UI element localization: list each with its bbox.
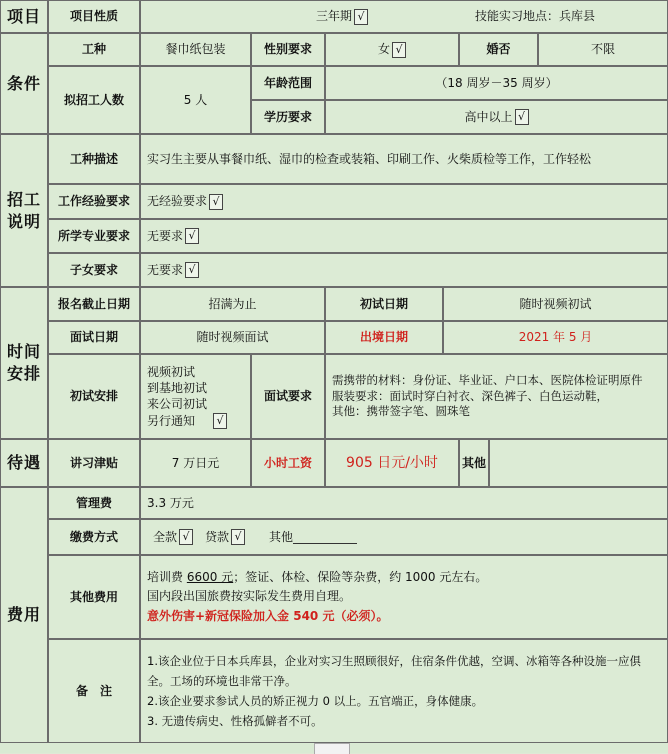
marriage-label: 婚否 <box>459 33 538 66</box>
check-icon: √ <box>185 228 199 244</box>
check-icon: √ <box>209 194 223 210</box>
section-project: 项目 <box>0 0 48 33</box>
notes-value <box>140 639 668 743</box>
project-nature-value <box>140 0 668 33</box>
marriage-value: 不限 <box>538 33 668 66</box>
training-fee-label: 培训费 <box>147 570 184 585</box>
note-line: 全。工场的环境也非常干净。 <box>147 673 297 688</box>
section-fees: 费用 <box>0 487 48 743</box>
job-type-label: 工种 <box>48 33 140 66</box>
check-icon: √ <box>231 529 245 545</box>
treatment-other-value <box>489 439 668 487</box>
section-treatment: 待遇 <box>0 439 48 487</box>
allowance-value: 7 万日元 <box>140 439 251 487</box>
page-tab[interactable] <box>314 743 350 754</box>
headcount-label: 拟招工人数 <box>48 66 140 134</box>
requirement-line: 服装要求：面试时穿白衬衣、深色裤子、白色运动鞋， <box>332 388 608 403</box>
section-recruitment-text: 招工说明 <box>7 189 42 231</box>
note-line: 1.该企业位于日本兵库县，企业对实习生照顾很好，住宿条件优越，空调、冰箱等各种设施一应俱 <box>147 653 641 668</box>
experience-text: 无经验要求 <box>147 194 208 209</box>
pay-full: 全款 <box>153 529 178 544</box>
treatment-other-label: 其他 <box>459 439 489 487</box>
age-value: （18 周岁－35 周岁） <box>325 66 668 100</box>
arrangement-options <box>140 354 251 439</box>
management-fee-label: 管理费 <box>48 487 140 519</box>
children-label: 子女要求 <box>48 253 140 287</box>
arrangement-option: 视频初试 <box>147 364 196 379</box>
other-fees-label: 其他费用 <box>48 555 140 639</box>
requirement-line: 其他：携带签字笔、圆珠笔 <box>332 404 470 419</box>
check-icon: √ <box>354 9 368 25</box>
education-value <box>325 100 668 134</box>
children-value <box>140 253 668 287</box>
deadline-value: 招满为止 <box>140 287 325 321</box>
section-schedule-text: 时间安排 <box>7 342 42 383</box>
management-fee-value: 3.3 万元 <box>140 487 668 519</box>
arrangement-label: 初试安排 <box>48 354 140 439</box>
education-label: 学历要求 <box>251 100 325 134</box>
other-fees-value <box>140 555 668 639</box>
check-icon: √ <box>515 109 529 125</box>
check-icon: √ <box>185 262 199 278</box>
arrangement-option: 到基地初试 <box>147 381 208 396</box>
check-icon: √ <box>179 529 193 545</box>
project-nature-label: 项目性质 <box>48 0 140 33</box>
note-line: 2.该企业要求参试人员的矫正视力 0 以上。五官端正，身体健康。 <box>147 694 484 708</box>
age-label: 年龄范围 <box>251 66 325 100</box>
gender-label: 性别要求 <box>251 33 325 66</box>
section-conditions: 条件 <box>0 33 48 134</box>
allowance-label: 讲习津贴 <box>48 439 140 487</box>
insurance-line: 意外伤害+新冠保险加入金 540 元（必须）。 <box>147 608 389 623</box>
pay-other: 其他 <box>269 529 294 544</box>
arrangement-option: 另行通知 <box>147 413 196 428</box>
pay-loan: 贷款 <box>205 529 230 544</box>
education-text: 高中以上 <box>464 109 513 124</box>
headcount-value: 5 人 <box>140 66 251 134</box>
interview-label: 面试日期 <box>48 321 140 354</box>
interview-requirements-label: 面试要求 <box>251 354 325 439</box>
gender-text: 女 <box>377 42 390 57</box>
training-fee-amount: 6600 元 <box>186 570 234 585</box>
check-icon: √ <box>392 42 406 58</box>
misc-fees: ；签证、体检、保险等杂费，约 1000 元左右。 <box>233 570 488 585</box>
major-label: 所学专业要求 <box>48 219 140 253</box>
payment-method-label: 缴费方式 <box>48 519 140 555</box>
hourly-wage-value: 905 日元/小时 <box>325 439 459 487</box>
children-text: 无要求 <box>147 262 184 277</box>
note-line: 3. 无遗传病史、性格孤僻者不可。 <box>147 714 323 729</box>
term-value: 三年期 <box>316 9 353 24</box>
travel-fee-line: 国内段出国旅费按实际发生费用自理。 <box>147 589 352 604</box>
job-description-value: 实习生主要从事餐巾纸、湿巾的检查或装箱、印刷工作、火柴质检等工作，工作轻松 <box>140 134 668 184</box>
notes-label: 备 注 <box>48 639 140 743</box>
major-value <box>140 219 668 253</box>
job-type-value: 餐巾纸包装 <box>140 33 251 66</box>
requirement-line: 需携带的材料：身份证、毕业证、户口本、医院体检证明原件 <box>332 373 643 388</box>
section-recruitment <box>0 134 48 287</box>
hourly-wage-label: 小时工资 <box>251 439 325 487</box>
major-text: 无要求 <box>147 228 184 243</box>
first-test-value: 随时视频初试 <box>443 287 668 321</box>
pay-other-blank <box>293 531 357 544</box>
experience-value <box>140 184 668 219</box>
gender-value <box>325 33 459 66</box>
location-value: 技能实习地点：兵库县 <box>475 9 596 24</box>
deadline-label: 报名截止日期 <box>48 287 140 321</box>
departure-value: 2021 年 5 月 <box>443 321 668 354</box>
interview-requirements-value <box>325 354 668 439</box>
job-description-label: 工种描述 <box>48 134 140 184</box>
section-schedule <box>0 287 48 439</box>
interview-value: 随时视频面试 <box>140 321 325 354</box>
first-test-label: 初试日期 <box>325 287 443 321</box>
payment-method-value <box>140 519 668 555</box>
check-icon: √ <box>213 413 227 429</box>
departure-label: 出境日期 <box>325 321 443 354</box>
arrangement-option: 来公司初试 <box>147 397 208 412</box>
experience-label: 工作经验要求 <box>48 184 140 219</box>
